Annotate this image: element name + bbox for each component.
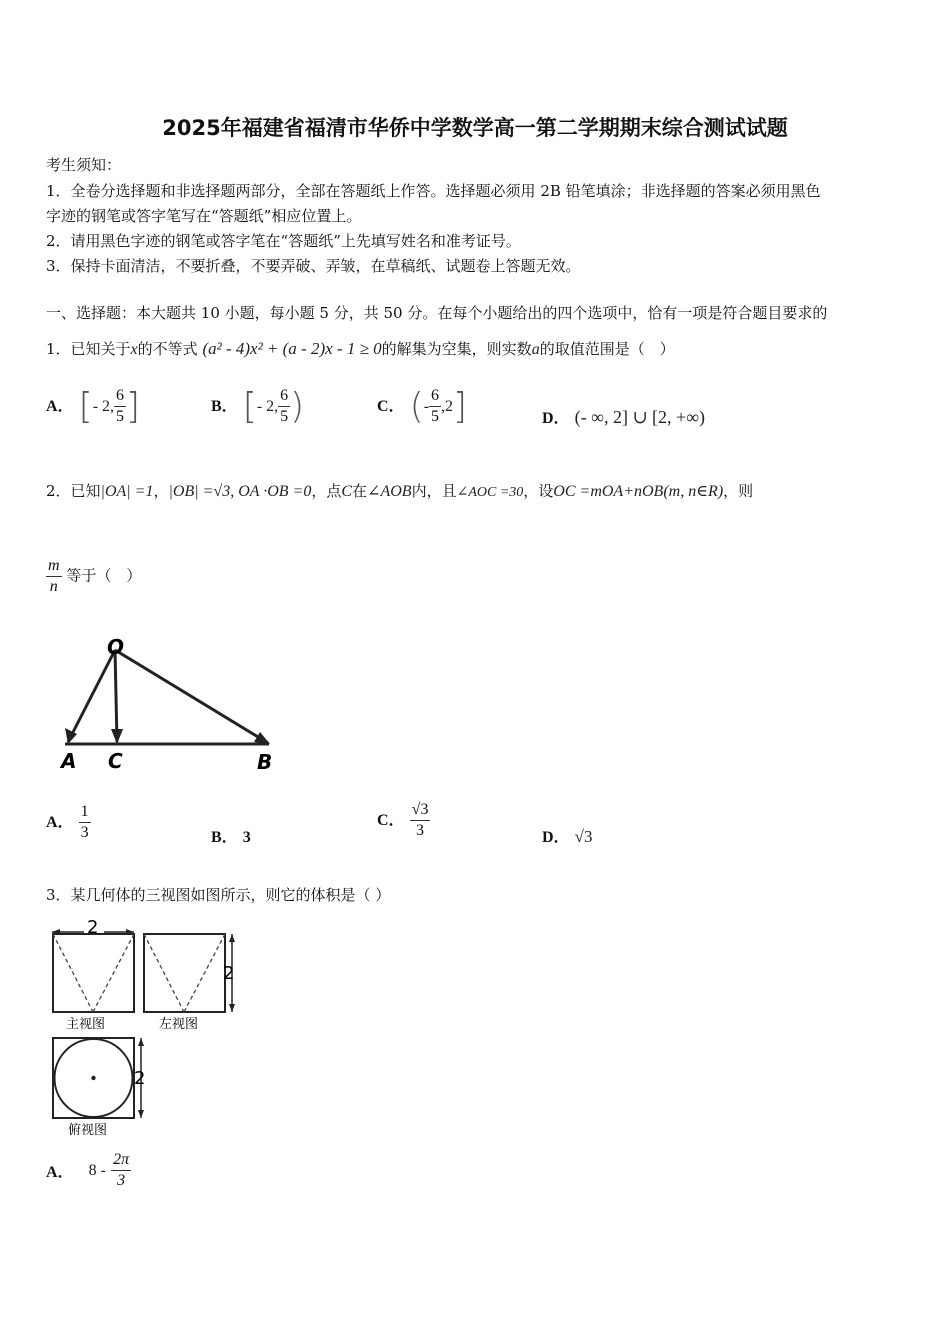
q2-angle: ∠AOB bbox=[367, 483, 412, 500]
q2-var-c: C bbox=[341, 483, 353, 500]
triangle-figure bbox=[55, 632, 285, 777]
q3-option-a-den: 3 bbox=[117, 1172, 126, 1189]
vector-ob bbox=[115, 650, 268, 743]
q2-prefix: 2．已知 bbox=[46, 482, 101, 500]
vector-oc bbox=[115, 650, 117, 742]
page-title: 2025年福建省福清市华侨中学数学高一第二学期期末综合测试试题 bbox=[162, 116, 788, 140]
q1-option-a-left: - 2, bbox=[92, 398, 115, 415]
q2-then: ，则 bbox=[723, 482, 754, 500]
q1-option-d[interactable] bbox=[542, 405, 705, 428]
left-paren-icon: ( bbox=[409, 386, 424, 427]
q2-option-c[interactable] bbox=[377, 800, 430, 841]
label-b: B bbox=[257, 750, 273, 774]
q2-equals: 等于（ ） bbox=[66, 566, 142, 585]
side-height-label: 2 bbox=[223, 963, 235, 984]
notice-line-1a: 1．全卷分选择题和非选择题两部分，全部在答题纸上作答。选择题必须用 2B 铅笔填涂；非选择题的答案必须用黑色 bbox=[46, 182, 821, 200]
left-bracket-icon: [ bbox=[242, 386, 257, 427]
top-view-label: 俯视图 bbox=[68, 1123, 108, 1138]
front-view-dashed-right bbox=[93, 934, 134, 1012]
q2-option-c-fraction bbox=[410, 800, 431, 841]
three-view-figure bbox=[44, 912, 244, 1142]
left-bracket-icon: [ bbox=[78, 386, 93, 427]
q2-option-b-text: 3 bbox=[242, 829, 251, 846]
q1-suffix2: 的取值范围是（ ） bbox=[539, 340, 675, 358]
front-view-label: 主视图 bbox=[66, 1017, 106, 1032]
q1-option-c-fraction bbox=[429, 386, 441, 427]
top-view-center-dot bbox=[91, 1076, 95, 1080]
question-2-stem bbox=[46, 480, 753, 501]
q1-option-a-den: 5 bbox=[116, 408, 125, 425]
q2-option-b[interactable] bbox=[211, 824, 251, 847]
q2-option-b-label: B． bbox=[211, 829, 238, 846]
q2-ratio-line bbox=[46, 556, 141, 597]
notice-heading: 考生须知： bbox=[46, 156, 122, 174]
question-1-stem bbox=[46, 338, 675, 359]
q1-option-b-label: B． bbox=[211, 398, 238, 415]
right-bracket-icon: ] bbox=[126, 386, 141, 427]
label-c: C bbox=[108, 749, 123, 773]
q1-option-b-num: 6 bbox=[278, 386, 290, 407]
q1-inequality: (a² - 4)x² + (a - 2)x - 1 ≥ 0 bbox=[202, 339, 382, 358]
label-o: O bbox=[107, 635, 125, 659]
side-view-dashed-left bbox=[144, 934, 184, 1012]
q1-option-a-num: 6 bbox=[114, 386, 126, 407]
section-heading: 一、选择题：本大题共 10 小题，每小题 5 分，共 50 分。在每个小题给出的四个选项中，恰有一项是符合题目要求的 bbox=[46, 304, 828, 322]
dimension-arrow-icon bbox=[138, 1038, 144, 1046]
q3-option-a-num: 2π bbox=[111, 1150, 131, 1171]
question-3-stem: 3．某几何体的三视图如图所示，则它的体积是（ ） bbox=[46, 886, 391, 904]
dimension-arrow-icon bbox=[229, 1004, 235, 1012]
q2-option-a-fraction bbox=[79, 802, 91, 843]
q1-option-b-left: - 2, bbox=[256, 398, 279, 415]
q2-inside: 内，且 bbox=[411, 482, 457, 500]
q1-var-a: a bbox=[531, 341, 540, 358]
q1-var-x: x bbox=[130, 341, 138, 358]
q2-ratio-den: n bbox=[49, 578, 58, 595]
q2-sep2: ，点 bbox=[311, 482, 342, 500]
q2-option-c-den: 3 bbox=[416, 822, 425, 839]
q2-sep1: ， bbox=[153, 482, 169, 500]
front-view-square bbox=[53, 934, 134, 1012]
q2-let: ，设 bbox=[523, 482, 554, 500]
q2-angle-cond: ∠AOC =30 bbox=[456, 485, 524, 500]
q1-option-c-num: 6 bbox=[429, 386, 441, 407]
q1-option-a-fraction bbox=[114, 386, 126, 427]
q1-option-c-den: 5 bbox=[431, 408, 440, 425]
q2-option-d[interactable] bbox=[542, 824, 593, 847]
q1-mid: 的不等式 bbox=[137, 340, 198, 358]
side-view-dashed-right bbox=[184, 934, 225, 1012]
q1-option-a-label: A． bbox=[46, 398, 74, 415]
q1-option-b-den: 5 bbox=[280, 408, 289, 425]
top-height-label: 2 bbox=[134, 1068, 146, 1089]
q1-option-b[interactable] bbox=[211, 386, 304, 427]
q2-option-a[interactable] bbox=[46, 802, 91, 843]
q3-option-a-lead: 8 - bbox=[88, 1161, 106, 1179]
q1-option-b-fraction bbox=[278, 386, 290, 427]
q1-option-d-text: (- ∞, 2] ∪ [2, +∞) bbox=[574, 407, 706, 427]
side-view-label: 左视图 bbox=[159, 1017, 199, 1032]
dimension-arrow-icon bbox=[229, 934, 235, 942]
right-bracket-icon: ] bbox=[453, 386, 468, 427]
q3-option-a-fraction bbox=[111, 1150, 131, 1191]
vector-oa bbox=[68, 650, 115, 742]
dimension-arrow-icon bbox=[138, 1110, 144, 1118]
q2-vec-eq: OC =mOA+nOB(m, n∈R) bbox=[553, 483, 724, 500]
q2-option-d-label: D． bbox=[542, 829, 570, 846]
notice-line-2: 2．请用黑色字迹的钢笔或答字笔在“答题纸”上先填写姓名和准考证号。 bbox=[46, 232, 521, 250]
q2-option-a-den: 3 bbox=[80, 824, 89, 841]
label-a: A bbox=[61, 749, 77, 773]
q1-option-c-right: ,2 bbox=[441, 398, 454, 415]
q2-option-c-label: C． bbox=[377, 812, 405, 829]
q3-option-a-label: A． bbox=[46, 1164, 74, 1181]
q1-option-d-label: D． bbox=[542, 410, 570, 427]
q2-ratio-num: m bbox=[46, 556, 62, 577]
q2-option-d-text: √3 bbox=[574, 827, 593, 846]
notice-line-3: 3．保持卡面清洁，不要折叠，不要弄破、弄皱，在草稿纸、试题卷上答题无效。 bbox=[46, 257, 581, 275]
q1-option-c[interactable] bbox=[377, 386, 467, 427]
notice-line-1b: 字迹的钢笔或答字笔写在“答题纸”相应位置上。 bbox=[46, 207, 362, 225]
right-paren-icon: ) bbox=[290, 386, 305, 427]
q2-in: 在 bbox=[352, 482, 368, 500]
q2-option-a-num: 1 bbox=[79, 802, 91, 823]
q2-option-a-label: A． bbox=[46, 814, 74, 831]
q2-expr2: |OB| =√3, OA ·OB =0 bbox=[168, 483, 312, 500]
q2-ratio-fraction bbox=[46, 556, 62, 597]
side-view-square bbox=[144, 934, 225, 1012]
arrowhead-c-icon bbox=[111, 729, 123, 744]
q3-option-a[interactable] bbox=[46, 1150, 131, 1191]
q1-option-c-label: C． bbox=[377, 398, 405, 415]
front-view-dashed-left bbox=[53, 934, 93, 1012]
q1-suffix1: 的解集为空集，则实数 bbox=[381, 340, 532, 358]
q1-option-a[interactable] bbox=[46, 386, 140, 427]
q1-prefix: 1．已知关于 bbox=[46, 340, 131, 358]
q2-expr1: |OA| =1 bbox=[100, 483, 154, 500]
arrowhead-b-icon bbox=[254, 732, 270, 744]
q2-option-c-num: √3 bbox=[410, 800, 431, 821]
front-width-label: 2 bbox=[87, 917, 99, 938]
q1-option-c-sign: - bbox=[423, 398, 430, 415]
